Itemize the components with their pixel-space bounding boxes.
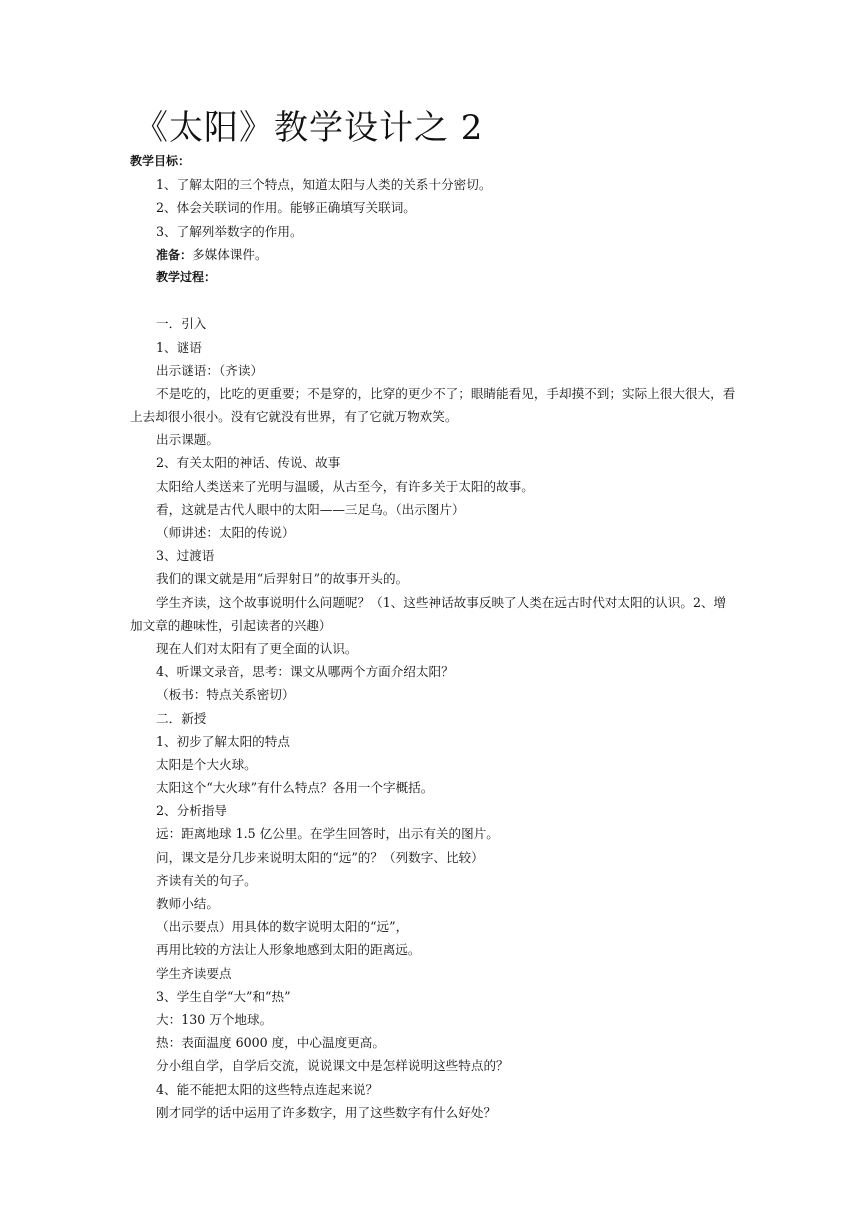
preparation-line (130, 243, 738, 266)
paragraph: 出示谜语：（齐读） (156, 362, 264, 378)
paragraph: 太阳给人类送来了光明与温暖，从古至今，有许多关于太阳的故事。 (156, 478, 534, 494)
document-title: 《太阳》教学设计之 2 (134, 108, 484, 148)
paragraph: 3、学生自学“大”和“热” (156, 988, 291, 1004)
paragraph: 看，这就是古代人眼中的太阳——三足乌。（出示图片） (156, 501, 465, 517)
paragraph: 分小组自学，自学后交流，说说课文中是怎样说明这些特点的？ (156, 1058, 509, 1074)
goal-item: 3、了解列举数字的作用。 (156, 223, 303, 239)
riddle-paragraph: 不是吃的，比吃的更重要；不是穿的，比穿的更少不了；眼睛能看见，手却摸不到；实际上很大很大，看上去却很小很小。没有它就没有世界，有了它就万物欢笑。 (130, 385, 736, 425)
blank-line (130, 289, 738, 312)
goal-item: 2、体会关联词的作用。能够正确填写关联词。 (156, 200, 416, 216)
paragraph: 1、初步了解太阳的特点 (156, 733, 290, 749)
paragraph: 太阳这个“大火球”有什么特点？各用一个字概括。 (156, 780, 434, 796)
paragraph: 再用比较的方法让人形象地感到太阳的距离远。 (156, 942, 421, 958)
paragraph: （师讲述：太阳的传说） (156, 525, 295, 541)
paragraph: 现在人们对太阳有了更全面的认识。 (156, 640, 358, 656)
paragraph: 4、能不能把太阳的这些特点连起来说？ (156, 1081, 379, 1097)
section-heading: 二．新授 (156, 710, 207, 726)
paragraph: 教师小结。 (156, 896, 219, 912)
goals-heading: 教学目标： (130, 154, 191, 168)
paragraph: 太阳是个大火球。 (156, 756, 257, 772)
preparation-label: 准备： (156, 247, 193, 262)
paragraph: 1、谜语 (156, 339, 202, 355)
section-heading: 一．引入 (156, 316, 207, 332)
goal-item: 1、了解太阳的三个特点，知道太阳与人类的关系十分密切。 (156, 177, 492, 193)
paragraph: （板书：特点关系密切） (156, 687, 295, 703)
paragraph: 2、分析指导 (156, 803, 227, 819)
paragraph: 问，课文是分几步来说明太阳的“远”的？（列数字、比较） (156, 849, 484, 865)
preparation-value: 多媒体课件。 (192, 246, 268, 262)
paragraph: 出示课题。 (156, 432, 219, 448)
question-paragraph: 学生齐读，这个故事说明什么问题呢？（1、这些神话故事反映了人类在远古时代对太阳的认识。2、增加文章的趣味性，引起读者的兴趣） (130, 594, 727, 633)
paragraph: 2、有关太阳的神话、传说、故事 (156, 455, 341, 471)
paragraph: 我们的课文就是用“后羿射日”的故事开头的。 (156, 571, 409, 587)
paragraph: 大：130 万个地球。 (156, 1011, 273, 1027)
paragraph: 刚才同学的话中运用了许多数字，用了这些数字有什么好处？ (156, 1104, 497, 1120)
paragraph: 4、听课文录音，思考：课文从哪两个方面介绍太阳？ (156, 664, 454, 680)
document-body (130, 150, 738, 1124)
paragraph: 学生齐读要点 (156, 965, 232, 981)
paragraph: 远：距离地球 1.5 亿公里。在学生回答时，出示有关的图片。 (156, 826, 499, 842)
process-heading: 教学过程： (156, 269, 217, 284)
paragraph: 3、过渡语 (156, 548, 215, 564)
paragraph: 齐读有关的句子。 (156, 872, 257, 888)
paragraph: （出示要点）用具体的数字说明太阳的“远”， (156, 919, 409, 935)
paragraph: 热：表面温度 6000 度，中心温度更高。 (156, 1035, 385, 1051)
